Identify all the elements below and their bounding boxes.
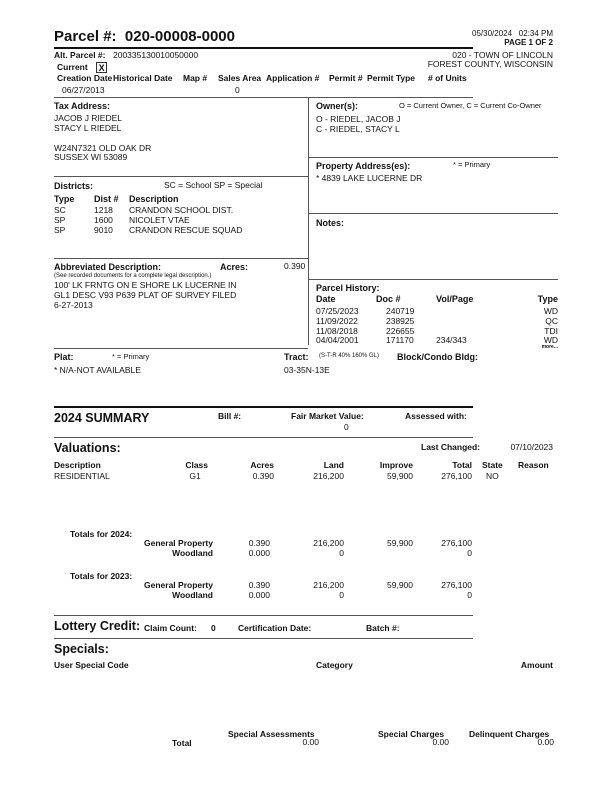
col-val-reason: Reason (518, 460, 549, 470)
notes-divider (308, 213, 558, 214)
totals-2023-total (430, 581, 472, 601)
history-date: 11/09/2022 (316, 315, 358, 326)
district-types (54, 206, 66, 235)
legal-line: GL1 DESC V93 P639 PLAT OF SURVEY FILED (54, 289, 237, 300)
owners-list (316, 115, 401, 135)
current-flag (57, 62, 107, 73)
description-divider (54, 258, 308, 259)
totals-class-name: Woodland (172, 547, 213, 558)
col-amount: Amount (520, 660, 553, 670)
totals-2023-names (130, 581, 213, 601)
totals-2024-acres (230, 539, 270, 559)
totals-acres: 0.000 (248, 547, 270, 558)
last-changed-label: Last Changed: (421, 442, 481, 452)
totals-land: 0 (339, 547, 344, 558)
col-creation-date: Creation Date (57, 73, 113, 83)
county: FOREST COUNTY, WISCONSIN (427, 59, 553, 69)
history-volpage (436, 317, 467, 327)
valuations-divider (54, 437, 473, 438)
district-number: 1218 (94, 205, 113, 215)
tax-address-line: JACOB J RIEDEL (54, 113, 123, 123)
totals-acres: 0.390 (248, 538, 270, 548)
col-val-land: Land (323, 460, 344, 470)
lottery-title: Lottery Credit: (54, 619, 141, 633)
history-type: TDI (544, 325, 558, 336)
col-val-description: Description (54, 460, 101, 470)
lottery-divider (54, 615, 473, 616)
districts-legend: SC = School SP = Special (164, 180, 263, 190)
owner-line: O - RIEDEL, JACOB J (316, 114, 401, 124)
parcel-history-label: Parcel History: (316, 283, 380, 293)
property-address-line: * 4839 LAKE LUCERNE DR (316, 173, 423, 183)
claim-count-value: 0 (211, 623, 216, 633)
tax-address-line: SUSSEX WI 53089 (54, 152, 128, 163)
history-doc-link[interactable]: 226655 (386, 325, 415, 336)
fmv-label: Fair Market Value: (291, 411, 364, 421)
plat-divider (54, 348, 308, 349)
property-address-legend: * = Primary (453, 160, 491, 169)
legal-note: (See recorded documents for a complete legal description.) (54, 273, 212, 279)
totals-class-name: General Property (144, 538, 213, 548)
val-acres: 0.390 (252, 471, 274, 481)
district-type: SP (54, 214, 66, 225)
legal-line: 100' LK FRNTG ON E SHORE LK LUCERNE IN (54, 280, 237, 290)
col-historical-date: Historical Date (113, 73, 173, 83)
district-description: CRANDON SCHOOL DIST. (129, 205, 234, 215)
special-charges-label: Special Charges (378, 729, 445, 739)
specials-divider (54, 638, 473, 639)
district-type: SC (54, 205, 66, 215)
tract-legend: (S-T-R 40% 160% GL) (319, 353, 380, 359)
col-map: Map # (183, 73, 208, 83)
legal-line: 6-27-2013 (54, 299, 93, 310)
totals-land: 0 (339, 589, 344, 600)
district-description: NICOLET VTAE (129, 214, 190, 225)
totals-improve: 59,900 (387, 538, 413, 548)
summary-divider (54, 406, 473, 408)
history-type: WD (543, 335, 558, 346)
print-time: 02:34 PM (518, 29, 553, 38)
district-descriptions (129, 206, 242, 235)
property-address-label: Property Address(es): (316, 161, 411, 171)
history-volpage: 234/343 (436, 335, 467, 346)
totals-acres: 0.390 (248, 580, 270, 590)
special-assessments-label: Special Assessments (228, 729, 315, 739)
plat-legend: * = Primary (112, 352, 150, 361)
parcel-title (54, 28, 235, 45)
totals-total: 0 (467, 547, 472, 558)
totals-class-name: General Property (144, 580, 213, 590)
totals-2023-land (290, 581, 344, 601)
val-land: 216,200 (313, 471, 344, 481)
alt-parcel-value: 200335130010050000 (113, 50, 199, 60)
col-description: Description (129, 194, 179, 204)
history-docs (386, 307, 414, 346)
districts-divider (54, 176, 308, 177)
special-charges-value: 0.00 (432, 737, 449, 747)
fmv-value: 0 (344, 422, 349, 432)
col-val-total: Total (452, 460, 472, 470)
history-doc-link[interactable]: 240719 (386, 306, 415, 316)
summary-title: 2024 SUMMARY (54, 411, 150, 425)
owners-legend: O = Current Owner, C = Current Co-Owner (399, 101, 542, 110)
totals-2024-land (290, 539, 344, 559)
abbrev-description-label: Abbreviated Description: (54, 262, 162, 272)
print-timestamp (472, 29, 553, 38)
col-val-improve: Improve (379, 460, 413, 470)
specials-total-label: Total (172, 738, 192, 748)
col-val-class: Class (185, 460, 208, 470)
totals-class-name: Woodland (172, 589, 213, 600)
totals-total: 0 (467, 589, 472, 600)
tract-value: 03-35N-13E (284, 365, 330, 375)
history-doc-link[interactable]: 171170 (386, 335, 414, 346)
totals-total: 276,100 (441, 538, 472, 548)
delinquent-charges-value: 0.00 (537, 737, 554, 747)
assessed-with-label: Assessed with: (405, 411, 467, 421)
col-type: Type (54, 194, 75, 204)
district-description: CRANDON RESCUE SQUAD (129, 224, 243, 235)
totals-2023-label: Totals for 2023: (70, 571, 133, 581)
col-user-special-code: User Special Code (54, 660, 129, 670)
district-type: SP (54, 224, 66, 235)
history-doc-link[interactable]: 238925 (386, 315, 415, 326)
totals-2024-total (430, 539, 472, 559)
totals-2024-label: Totals for 2024: (70, 529, 133, 539)
col-permit: Permit # (329, 73, 363, 83)
col-units: # of Units (428, 73, 467, 83)
totals-2023-improve (354, 581, 413, 591)
val-state: NO (486, 471, 499, 481)
block-condo-label: Block/Condo Bldg: (397, 352, 478, 362)
history-date: 07/25/2023 (316, 306, 359, 316)
totals-acres: 0.000 (248, 589, 270, 600)
tax-address-line: W24N7321 OLD OAK DR (54, 142, 152, 153)
legal-description (54, 281, 237, 310)
special-assessments-value: 0.00 (302, 737, 319, 747)
sales-area-value: 0 (235, 85, 240, 95)
history-type: QC (545, 315, 558, 326)
info-divider (54, 97, 473, 98)
column-divider (308, 97, 309, 345)
plat-value: * N/A-NOT AVAILABLE (54, 365, 141, 375)
history-divider (308, 279, 558, 280)
val-description: RESIDENTIAL (54, 471, 110, 481)
property-divider (308, 157, 558, 158)
col-volpage: Vol/Page (436, 294, 474, 304)
val-class: G1 (189, 471, 201, 481)
tax-address-line: STACY L RIEDEL (54, 122, 122, 133)
owners-label: Owner(s): (316, 101, 359, 111)
col-val-state: State (482, 460, 503, 470)
totals-2024-names (130, 539, 213, 559)
col-history-date: Date (316, 294, 336, 304)
municipality: 020 - TOWN OF LINCOLN (452, 50, 553, 60)
col-doc: Doc # (376, 294, 401, 304)
totals-improve: 59,900 (387, 580, 413, 590)
specials-title: Specials: (54, 642, 109, 656)
totals-total: 276,100 (441, 580, 472, 590)
valuations-title: Valuations: (54, 441, 121, 455)
col-application: Application # (266, 73, 320, 83)
districts-label: Districts: (54, 181, 94, 191)
val-improve: 59,900 (387, 471, 413, 481)
current-checkbox[interactable]: X (96, 62, 107, 73)
history-date: 04/04/2001 (316, 335, 359, 346)
plat-label: Plat: (54, 352, 74, 362)
tax-address-label: Tax Address: (54, 101, 111, 111)
creation-date-value: 06/27/2013 (62, 85, 105, 95)
acres-label: Acres: (220, 262, 249, 272)
page-indicator: PAGE 1 OF 2 (504, 38, 553, 47)
alt-parcel-label: Alt. Parcel #: (54, 50, 106, 60)
district-number: 1600 (94, 214, 113, 225)
col-category: Category (316, 660, 353, 670)
history-types (544, 307, 558, 346)
district-numbers (94, 206, 113, 235)
col-sales-area: Sales Area (218, 73, 262, 83)
header-divider (54, 47, 473, 49)
notes-label: Notes: (316, 218, 345, 228)
claim-count-label: Claim Count: (144, 623, 197, 633)
cert-date-label: Certification Date: (238, 623, 312, 633)
parcel-label: Parcel #: (54, 28, 117, 45)
totals-land: 216,200 (313, 538, 344, 548)
col-dist: Dist # (94, 194, 119, 204)
history-more-link[interactable]: more... (541, 344, 558, 350)
parcel-number: 020-00008-0000 (124, 28, 235, 45)
acres-value: 0.390 (284, 261, 306, 271)
history-dates (316, 307, 359, 346)
totals-2024-improve (354, 539, 413, 549)
history-type: WD (543, 306, 558, 316)
tract-label: Tract: (284, 352, 309, 362)
col-val-acres: Acres (250, 460, 274, 470)
batch-label: Batch #: (366, 623, 400, 633)
last-changed-value: 07/10/2023 (510, 442, 553, 452)
history-volpage (436, 307, 467, 317)
col-permit-type: Permit Type (367, 73, 416, 83)
district-number: 9010 (94, 224, 113, 235)
totals-2023-acres (230, 581, 270, 601)
col-history-type: Type (537, 294, 558, 304)
delinquent-charges-label: Delinquent Charges (469, 729, 550, 739)
history-date: 11/08/2018 (316, 325, 358, 336)
owner-line: C - RIEDEL, STACY L (316, 123, 400, 134)
totals-land: 216,200 (313, 580, 344, 590)
history-volpages (436, 307, 467, 346)
bill-label: Bill #: (218, 411, 242, 421)
tax-address (54, 114, 151, 163)
current-label: Current (57, 61, 88, 72)
val-total: 276,100 (441, 471, 472, 481)
print-date: 05/30/2024 (472, 29, 513, 38)
